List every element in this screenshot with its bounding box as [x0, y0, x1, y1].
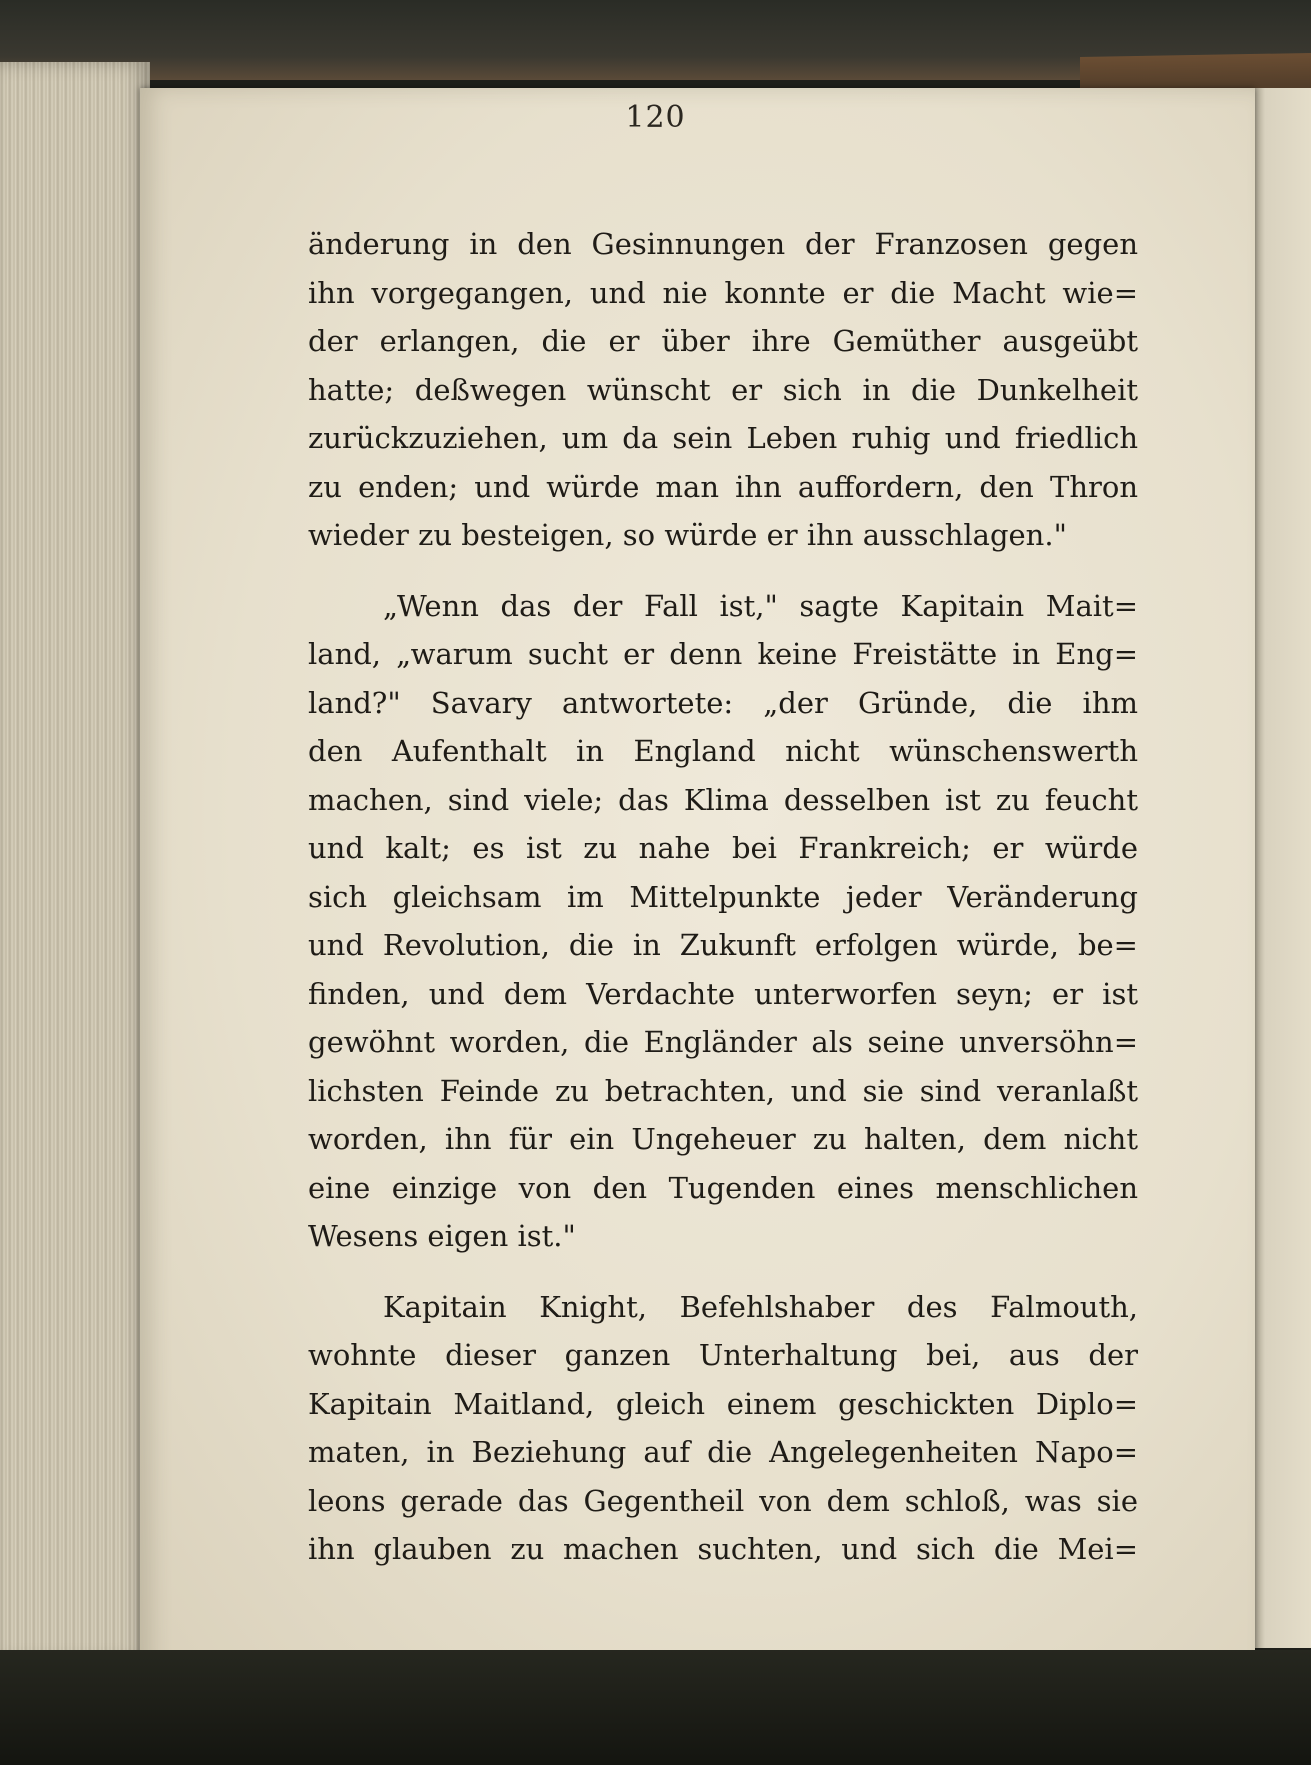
facing-page-edge: [1250, 88, 1311, 1648]
text-line: finden, und dem Verdachte unterworfen seyn; er ist: [308, 976, 1138, 1011]
book-cover-bottom: [0, 1650, 1311, 1765]
text-line: machen, sind viele; das Klima desselben ist zu feucht: [308, 782, 1138, 817]
text-line: Wesens eigen ist.": [308, 1219, 576, 1253]
paragraph-2: [308, 582, 1138, 1261]
text-line: wieder zu besteigen, so würde er ihn ausschlagen.": [308, 518, 1067, 552]
paragraph-3: [308, 1283, 1138, 1574]
text-line: ihn glauben zu machen suchten, und sich die Mei=: [308, 1532, 1138, 1566]
text-line: land?" Savary antwortete: „der Gründe, die ihm: [308, 685, 1138, 720]
paragraph-gap: [308, 1261, 1138, 1283]
page-edges: [0, 62, 150, 1662]
text-line: ihn vorgegangen, und nie konnte er die Macht wie=: [308, 275, 1138, 310]
text-line: Kapitain Knight, Befehlshaber des Falmouth,: [383, 1289, 1138, 1324]
text-line: zurückzuziehen, um da sein Leben ruhig und friedlich: [308, 421, 1138, 455]
text-line: den Aufenthalt in England nicht wünschenswerth: [308, 734, 1138, 768]
text-line: eine einzige von den Tugenden eines menschlichen: [308, 1170, 1138, 1205]
text-line: hatte; deßwegen wünscht er sich in die Dunkelheit: [308, 372, 1138, 407]
paragraph-gap: [308, 560, 1138, 582]
text-line: worden, ihn für ein Ungeheuer zu halten, dem nicht: [308, 1122, 1138, 1156]
text-line: und Revolution, die in Zukunft erfolgen würde, be=: [308, 928, 1138, 962]
paragraph-1: [308, 220, 1138, 560]
text-line: leons gerade das Gegentheil von dem schloß, was sie: [308, 1483, 1138, 1518]
text-line: änderung in den Gesinnungen der Franzosen gegen: [308, 227, 1138, 261]
text-line: wohnte dieser ganzen Unterhaltung bei, aus der: [308, 1338, 1138, 1372]
text-line: sich gleichsam im Mittelpunkte jeder Veränderung: [308, 879, 1138, 914]
text-line: und kalt; es ist zu nahe bei Frankreich; er würde: [308, 831, 1138, 865]
text-line: zu enden; und würde man ihn auffordern, den Thron: [308, 469, 1138, 504]
text-line: land, „warum sucht er denn keine Freistätte in Eng=: [308, 637, 1138, 671]
text-line: gewöhnt worden, die Engländer als seine unversöhn=: [308, 1025, 1138, 1059]
page-number: 120: [625, 100, 686, 135]
page-text: [308, 220, 1138, 1574]
text-line: der erlangen, die er über ihre Gemüther ausgeübt: [308, 324, 1138, 358]
text-line: maten, in Beziehung auf die Angelegenheiten Napo=: [308, 1435, 1138, 1469]
text-line: Kapitain Maitland, gleich einem geschickten Diplo=: [308, 1386, 1138, 1421]
text-line: lichsten Feinde zu betrachten, und sie sind veranlaßt: [308, 1073, 1138, 1108]
text-line: „Wenn das der Fall ist," sagte Kapitain Mait=: [383, 588, 1138, 623]
